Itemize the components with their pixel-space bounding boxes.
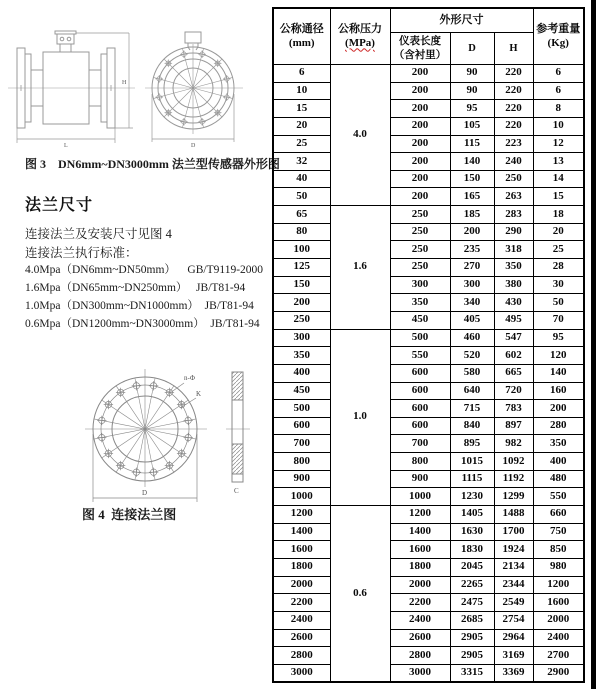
table-row (273, 117, 584, 135)
table-row (273, 611, 584, 629)
cell-h: 3369 (494, 664, 533, 682)
cell-weight: 980 (533, 558, 584, 576)
cell-h: 1488 (494, 506, 533, 524)
cell-dn: 1200 (273, 506, 330, 524)
cell-dn: 150 (273, 276, 330, 294)
cell-d: 2265 (450, 576, 494, 594)
cell-d: 895 (450, 435, 494, 453)
cell-weight: 850 (533, 541, 584, 559)
cell-d: 640 (450, 382, 494, 400)
table-body (273, 65, 584, 682)
col-header-length (390, 33, 450, 65)
cell-d: 2475 (450, 594, 494, 612)
cell-weight: 160 (533, 382, 584, 400)
col-header-dn-label: 公称通径 (279, 22, 324, 35)
cell-weight: 70 (533, 311, 584, 329)
cell-d: 1830 (450, 541, 494, 559)
cell-h: 250 (494, 170, 533, 188)
cell-d: 460 (450, 329, 494, 347)
cell-d: 150 (450, 170, 494, 188)
cell-length: 500 (390, 329, 450, 347)
cell-length: 2200 (390, 594, 450, 612)
col-header-d: D (450, 33, 494, 65)
cell-h: 2344 (494, 576, 533, 594)
table-row (273, 259, 584, 277)
cell-dn: 300 (273, 329, 330, 347)
cell-h: 220 (494, 117, 533, 135)
cell-d: 580 (450, 364, 494, 382)
cell-length: 350 (390, 294, 450, 312)
cell-h: 2134 (494, 558, 533, 576)
cell-length: 1600 (390, 541, 450, 559)
col-header-pressure (330, 8, 390, 65)
cell-weight: 660 (533, 506, 584, 524)
cell-pressure: 4.0 (330, 65, 390, 206)
cell-length: 900 (390, 470, 450, 488)
cell-h: 350 (494, 259, 533, 277)
table-row (273, 647, 584, 665)
sensor-front-view (145, 32, 243, 134)
flange-standard-note: 连接法兰执行标准： (25, 246, 138, 260)
cell-length: 550 (390, 347, 450, 365)
cell-weight: 14 (533, 170, 584, 188)
cell-dn: 65 (273, 206, 330, 224)
cell-h: 2964 (494, 629, 533, 647)
cell-d: 235 (450, 241, 494, 259)
cell-length: 450 (390, 311, 450, 329)
cell-d: 185 (450, 206, 494, 224)
cell-dn: 15 (273, 100, 330, 118)
cell-dn: 6 (273, 65, 330, 83)
col-header-weight-label: 参考重量 (536, 22, 581, 35)
cell-weight: 30 (533, 276, 584, 294)
col-header-pressure-label: 公称压力 (338, 22, 382, 35)
cell-d: 90 (450, 65, 494, 83)
cell-pressure: 0.6 (330, 506, 390, 682)
standard-line: 1.6Mpa（DN65mm~DN250mm） JB/T81-94 (25, 282, 246, 294)
cell-dn: 250 (273, 311, 330, 329)
cell-weight: 2900 (533, 664, 584, 682)
cell-length: 250 (390, 241, 450, 259)
cell-d: 2685 (450, 611, 494, 629)
cell-h: 283 (494, 206, 533, 224)
cell-d: 405 (450, 311, 494, 329)
cell-length: 300 (390, 276, 450, 294)
cell-length: 3000 (390, 664, 450, 682)
cell-dn: 40 (273, 170, 330, 188)
flange-install-note: 连接法兰及安装尺寸见图 4 (25, 227, 172, 241)
label-n-phi: n-Φ (184, 374, 195, 382)
cell-weight: 350 (533, 435, 584, 453)
cell-weight: 2700 (533, 647, 584, 665)
table-row (273, 170, 584, 188)
figure4-caption: 图 4 连接法兰图 (82, 507, 177, 522)
table-row (273, 523, 584, 541)
cell-length: 200 (390, 100, 450, 118)
table-row (273, 135, 584, 153)
cell-dn: 800 (273, 453, 330, 471)
table-row (273, 541, 584, 559)
cell-dn: 2800 (273, 647, 330, 665)
cell-length: 2800 (390, 647, 450, 665)
cell-dn: 50 (273, 188, 330, 206)
table-row (273, 576, 584, 594)
cell-length: 2400 (390, 611, 450, 629)
cell-length: 1400 (390, 523, 450, 541)
cell-dn: 200 (273, 294, 330, 312)
cell-length: 200 (390, 153, 450, 171)
cell-weight: 550 (533, 488, 584, 506)
cell-length: 700 (390, 435, 450, 453)
dimensions-table (272, 7, 585, 683)
cell-length: 200 (390, 117, 450, 135)
cell-h: 982 (494, 435, 533, 453)
label-l: L (64, 143, 68, 149)
cell-d: 200 (450, 223, 494, 241)
standard-line: 1.0Mpa（DN300mm~DN1000mm） JB/T81-94 (25, 300, 254, 312)
cell-length: 1800 (390, 558, 450, 576)
cell-dn: 2200 (273, 594, 330, 612)
cell-d: 1115 (450, 470, 494, 488)
cell-d: 90 (450, 82, 494, 100)
cell-weight: 95 (533, 329, 584, 347)
cell-length: 2000 (390, 576, 450, 594)
cell-weight: 13 (533, 153, 584, 171)
label-d-front: D (191, 143, 196, 149)
cell-length: 250 (390, 223, 450, 241)
cell-weight: 8 (533, 100, 584, 118)
cell-length: 600 (390, 364, 450, 382)
cell-d: 165 (450, 188, 494, 206)
figure3-caption: 图 3 DN6mm~DN3000mm 法兰型传感器外形图 (25, 157, 280, 171)
page-right-border (591, 0, 596, 689)
cell-d: 715 (450, 400, 494, 418)
cell-length: 1200 (390, 506, 450, 524)
dimension-l (17, 128, 115, 143)
cell-weight: 18 (533, 206, 584, 224)
table-row (273, 82, 584, 100)
flange-face (85, 369, 207, 487)
col-header-h: H (494, 33, 533, 65)
cell-d: 1015 (450, 453, 494, 471)
cell-h: 1299 (494, 488, 533, 506)
cell-length: 200 (390, 82, 450, 100)
cell-h: 1092 (494, 453, 533, 471)
cell-dn: 20 (273, 117, 330, 135)
cell-h: 547 (494, 329, 533, 347)
cell-d: 1230 (450, 488, 494, 506)
cell-h: 220 (494, 82, 533, 100)
terminal-box (55, 31, 76, 52)
table-row (273, 206, 584, 224)
cell-dn: 400 (273, 364, 330, 382)
cell-d: 270 (450, 259, 494, 277)
cell-dn: 700 (273, 435, 330, 453)
figure4-flange-drawing (0, 362, 270, 512)
table-row (273, 65, 584, 83)
cell-d: 2905 (450, 647, 494, 665)
table-row (273, 506, 584, 524)
cell-d: 140 (450, 153, 494, 171)
cell-h: 720 (494, 382, 533, 400)
table-row (273, 594, 584, 612)
cell-h: 1700 (494, 523, 533, 541)
cell-weight: 12 (533, 135, 584, 153)
cell-weight: 20 (533, 223, 584, 241)
cell-length: 600 (390, 382, 450, 400)
cell-weight: 6 (533, 82, 584, 100)
cell-weight: 140 (533, 364, 584, 382)
table-row (273, 470, 584, 488)
cell-length: 1000 (390, 488, 450, 506)
flange-section-view (226, 372, 250, 482)
cell-h: 665 (494, 364, 533, 382)
cell-weight: 1200 (533, 576, 584, 594)
cell-dn: 125 (273, 259, 330, 277)
cell-d: 1630 (450, 523, 494, 541)
cell-h: 1192 (494, 470, 533, 488)
table-row (273, 276, 584, 294)
cell-d: 840 (450, 417, 494, 435)
label-k: K (196, 390, 202, 398)
cell-dn: 25 (273, 135, 330, 153)
table-row (273, 417, 584, 435)
cell-h: 897 (494, 417, 533, 435)
cell-weight: 1600 (533, 594, 584, 612)
flange-section-heading: 法兰尺寸 (25, 197, 94, 214)
col-header-weight (533, 8, 584, 65)
cell-length: 250 (390, 206, 450, 224)
cell-dn: 100 (273, 241, 330, 259)
table-row (273, 347, 584, 365)
cell-weight: 50 (533, 294, 584, 312)
table-row (273, 629, 584, 647)
cell-pressure: 1.0 (330, 329, 390, 505)
cell-h: 602 (494, 347, 533, 365)
cell-dn: 1800 (273, 558, 330, 576)
cell-length: 200 (390, 188, 450, 206)
cell-h: 223 (494, 135, 533, 153)
label-d-flange: D (142, 489, 148, 497)
cell-length: 200 (390, 170, 450, 188)
cell-d: 105 (450, 117, 494, 135)
col-header-dims: 外形尺寸 (390, 8, 533, 33)
cell-dn: 600 (273, 417, 330, 435)
cell-dn: 500 (273, 400, 330, 418)
cell-length: 600 (390, 400, 450, 418)
table-row (273, 488, 584, 506)
cell-weight: 10 (533, 117, 584, 135)
standard-line: 4.0Mpa（DN6mm~DN50mm） GB/T9119-2000 (25, 264, 264, 276)
table-row (273, 294, 584, 312)
cell-weight: 120 (533, 347, 584, 365)
cell-d: 2905 (450, 629, 494, 647)
cell-weight: 200 (533, 400, 584, 418)
table-row (273, 188, 584, 206)
table-row (273, 100, 584, 118)
table-row (273, 558, 584, 576)
cell-h: 240 (494, 153, 533, 171)
cell-dn: 1000 (273, 488, 330, 506)
cell-dn: 2000 (273, 576, 330, 594)
cell-weight: 25 (533, 241, 584, 259)
standard-line: 0.6Mpa（DN1200mm~DN3000mm） JB/T81-94 (25, 318, 260, 330)
table-row (273, 435, 584, 453)
cell-d: 3315 (450, 664, 494, 682)
cell-dn: 900 (273, 470, 330, 488)
cell-length: 200 (390, 65, 450, 83)
cell-h: 3169 (494, 647, 533, 665)
cell-d: 520 (450, 347, 494, 365)
col-header-dn (273, 8, 330, 65)
cell-h: 2754 (494, 611, 533, 629)
cell-length: 250 (390, 259, 450, 277)
table-row (273, 311, 584, 329)
cell-h: 783 (494, 400, 533, 418)
cell-h: 263 (494, 188, 533, 206)
cell-dn: 3000 (273, 664, 330, 682)
table-row (273, 664, 584, 682)
figure3-sensor-drawing (0, 20, 270, 160)
cell-dn: 450 (273, 382, 330, 400)
cell-weight: 2000 (533, 611, 584, 629)
cell-d: 340 (450, 294, 494, 312)
cell-weight: 750 (533, 523, 584, 541)
cell-d: 95 (450, 100, 494, 118)
cell-d: 115 (450, 135, 494, 153)
label-c: C (234, 487, 239, 495)
table-row (273, 400, 584, 418)
table-row (273, 453, 584, 471)
cell-weight: 15 (533, 188, 584, 206)
col-header-pressure-unit: (MPa) (345, 36, 375, 49)
col-header-dn-unit: (mm) (288, 36, 315, 49)
table-row (273, 153, 584, 171)
cell-weight: 480 (533, 470, 584, 488)
cell-d: 300 (450, 276, 494, 294)
cell-length: 200 (390, 135, 450, 153)
cell-h: 380 (494, 276, 533, 294)
cell-h: 495 (494, 311, 533, 329)
table-row (273, 241, 584, 259)
cell-d: 1405 (450, 506, 494, 524)
cell-h: 220 (494, 100, 533, 118)
cell-dn: 1600 (273, 541, 330, 559)
cell-weight: 6 (533, 65, 584, 83)
cell-dn: 1400 (273, 523, 330, 541)
table-row (273, 329, 584, 347)
col-header-length-line1: 仪表长度 (399, 36, 441, 48)
label-h: H (122, 80, 127, 86)
cell-length: 2600 (390, 629, 450, 647)
table-row (273, 382, 584, 400)
cell-dn: 80 (273, 223, 330, 241)
cell-d: 2045 (450, 558, 494, 576)
cell-pressure: 1.6 (330, 206, 390, 329)
col-header-weight-unit: (Kg) (547, 36, 569, 49)
cell-dn: 2400 (273, 611, 330, 629)
cell-h: 430 (494, 294, 533, 312)
cell-h: 2549 (494, 594, 533, 612)
cell-dn: 350 (273, 347, 330, 365)
cell-weight: 400 (533, 453, 584, 471)
cell-weight: 28 (533, 259, 584, 277)
cell-h: 318 (494, 241, 533, 259)
cell-dn: 2600 (273, 629, 330, 647)
cell-length: 600 (390, 417, 450, 435)
cell-h: 220 (494, 65, 533, 83)
cell-weight: 280 (533, 417, 584, 435)
cell-length: 800 (390, 453, 450, 471)
cell-h: 290 (494, 223, 533, 241)
cell-dn: 32 (273, 153, 330, 171)
table-row (273, 364, 584, 382)
cell-h: 1924 (494, 541, 533, 559)
col-header-length-line2: （含衬里） (393, 49, 447, 61)
cell-weight: 2400 (533, 629, 584, 647)
cell-dn: 10 (273, 82, 330, 100)
table-row (273, 223, 584, 241)
